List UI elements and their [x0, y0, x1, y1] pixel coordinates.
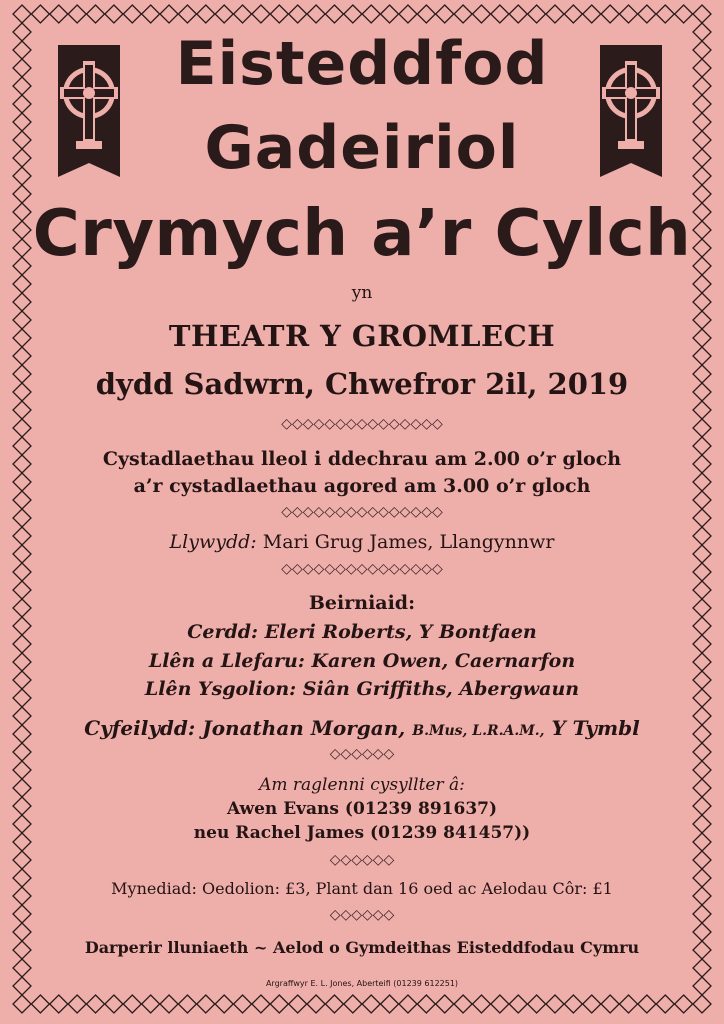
border-diamond — [509, 5, 527, 23]
border-diamond — [583, 995, 601, 1013]
accompanist-label: Cyfeilydd: Jonathan Morgan, — [84, 716, 406, 740]
divider: ◇◇◇◇◇◇◇◇◇◇◇◇◇◇◇ — [281, 504, 443, 520]
venue: THEATR Y GROMLECH — [168, 319, 556, 353]
border-diamond — [619, 5, 637, 23]
divider-short: ◇◇◇◇◇◇ — [329, 746, 395, 762]
divider-short: ◇◇◇◇◇◇ — [329, 907, 395, 923]
border-diamond — [325, 995, 343, 1013]
border-diamond — [31, 5, 49, 23]
border-diamond — [417, 995, 435, 1013]
divider-short: ◇◇◇◇◇◇ — [329, 852, 395, 868]
divider: ◇◇◇◇◇◇◇◇◇◇◇◇◇◇◇ — [281, 561, 443, 577]
border-diamond — [693, 995, 711, 1013]
border-diamond — [252, 995, 270, 1013]
border-diamond — [142, 995, 160, 1013]
border-diamond — [160, 995, 178, 1013]
border-diamond — [178, 995, 196, 1013]
accompanist-qualifications: B.Mus, L.R.A.M., — [412, 723, 545, 739]
border-diamond — [13, 959, 31, 977]
border-diamond — [436, 5, 454, 23]
accompanist — [0, 716, 724, 740]
border-diamond — [362, 995, 380, 1013]
printer-credit: Argraffwyr E. L. Jones, Aberteifi (01239 612251) — [265, 979, 459, 988]
border-diamond — [197, 5, 215, 23]
border-diamond — [68, 995, 86, 1013]
border-diamond — [197, 995, 215, 1013]
connector-text: yn — [351, 283, 373, 303]
adjudicator-schools: Llên Ysgolion: Siân Griffiths, Abergwaun — [144, 678, 580, 700]
border-diamond — [491, 995, 509, 1013]
border-diamond — [362, 5, 380, 23]
refreshments-footer: Darperir lluniaeth ~ Aelod o Gymdeithas Eisteddfodau Cymru — [84, 938, 640, 957]
border-diamond — [252, 5, 270, 23]
border-diamond — [472, 995, 490, 1013]
border-diamond — [509, 995, 527, 1013]
border-diamond — [123, 5, 141, 23]
border-diamond — [472, 5, 490, 23]
border-diamond — [399, 995, 417, 1013]
border-diamond — [638, 995, 656, 1013]
adjudicator-music: Cerdd: Eleri Roberts, Y Bontfaen — [187, 621, 537, 643]
border-diamond — [564, 995, 582, 1013]
border-diamond — [105, 995, 123, 1013]
border-diamond — [31, 995, 49, 1013]
border-diamond — [123, 995, 141, 1013]
local-competitions-time: Cystadlaethau lleol i ddechrau am 2.00 o’r gloch — [102, 448, 622, 470]
border-diamond — [656, 5, 674, 23]
event-date: dydd Sadwrn, Chwefror 2il, 2019 — [95, 367, 629, 401]
border-diamond — [50, 5, 68, 23]
border-diamond — [399, 5, 417, 23]
border-diamond — [693, 959, 711, 977]
border-diamond — [87, 995, 105, 1013]
border-diamond — [417, 5, 435, 23]
border-diamond — [215, 5, 233, 23]
accompanist-place: Y Tymbl — [551, 716, 640, 740]
border-diamond — [307, 995, 325, 1013]
border-diamond — [693, 5, 711, 23]
border-diamond — [546, 995, 564, 1013]
border-diamond — [105, 5, 123, 23]
admission-prices: Mynediad: Oedolion: £3, Plant dan 16 oed ac Aelodau Côr: £1 — [111, 879, 613, 898]
presenter-label: Llywydd: — [169, 531, 257, 553]
border-diamond — [13, 995, 31, 1013]
border-diamond — [381, 995, 399, 1013]
border-diamond — [436, 995, 454, 1013]
border-diamond — [454, 995, 472, 1013]
border-diamond — [344, 995, 362, 1013]
open-competitions-time: a’r cystadlaethau agored am 3.00 o’r gloch — [133, 475, 591, 497]
border-diamond — [491, 5, 509, 23]
adjudicators-heading: Beirniaid: — [308, 592, 416, 614]
border-diamond — [13, 5, 31, 23]
border-diamond — [619, 995, 637, 1013]
title-line-1: Eisteddfod — [175, 29, 549, 99]
border-diamond — [344, 5, 362, 23]
programmes-heading: Am raglenni cysyllter â: — [259, 775, 465, 795]
border-diamond — [601, 995, 619, 1013]
border-diamond — [142, 5, 160, 23]
border-diamond — [215, 995, 233, 1013]
border-diamond — [50, 995, 68, 1013]
title-line-3: Crymych a’r Cylch — [32, 197, 692, 271]
border-diamond — [289, 995, 307, 1013]
contact-awen-evans: Awen Evans (01239 891637) — [226, 799, 498, 819]
border-diamond — [528, 995, 546, 1013]
border-diamond — [564, 5, 582, 23]
border-diamond — [87, 5, 105, 23]
border-diamond — [68, 5, 86, 23]
border-diamond — [583, 5, 601, 23]
border-diamond — [234, 5, 252, 23]
border-diamond — [638, 5, 656, 23]
border-diamond — [325, 5, 343, 23]
border-diamond — [270, 995, 288, 1013]
adjudicator-literature: Llên a Llefaru: Karen Owen, Caernarfon — [148, 650, 576, 672]
border-diamond — [546, 5, 564, 23]
border-diamond — [675, 5, 693, 23]
border-diamond — [454, 5, 472, 23]
divider: ◇◇◇◇◇◇◇◇◇◇◇◇◇◇◇ — [281, 416, 443, 432]
contact-rachel-james: neu Rachel James (01239 841457)) — [193, 823, 531, 843]
presenter — [0, 531, 724, 553]
border-diamond — [289, 5, 307, 23]
border-diamond — [178, 5, 196, 23]
border-diamond — [528, 5, 546, 23]
title-line-2: Gadeiriol — [204, 113, 520, 183]
border-diamond — [160, 5, 178, 23]
border-diamond — [601, 5, 619, 23]
border-diamond — [656, 995, 674, 1013]
border-diamond — [381, 5, 399, 23]
presenter-name: Mari Grug James, Llangynnwr — [262, 531, 555, 553]
border-diamond — [307, 5, 325, 23]
border-diamond — [270, 5, 288, 23]
border-diamond — [675, 995, 693, 1013]
border-diamond — [234, 995, 252, 1013]
